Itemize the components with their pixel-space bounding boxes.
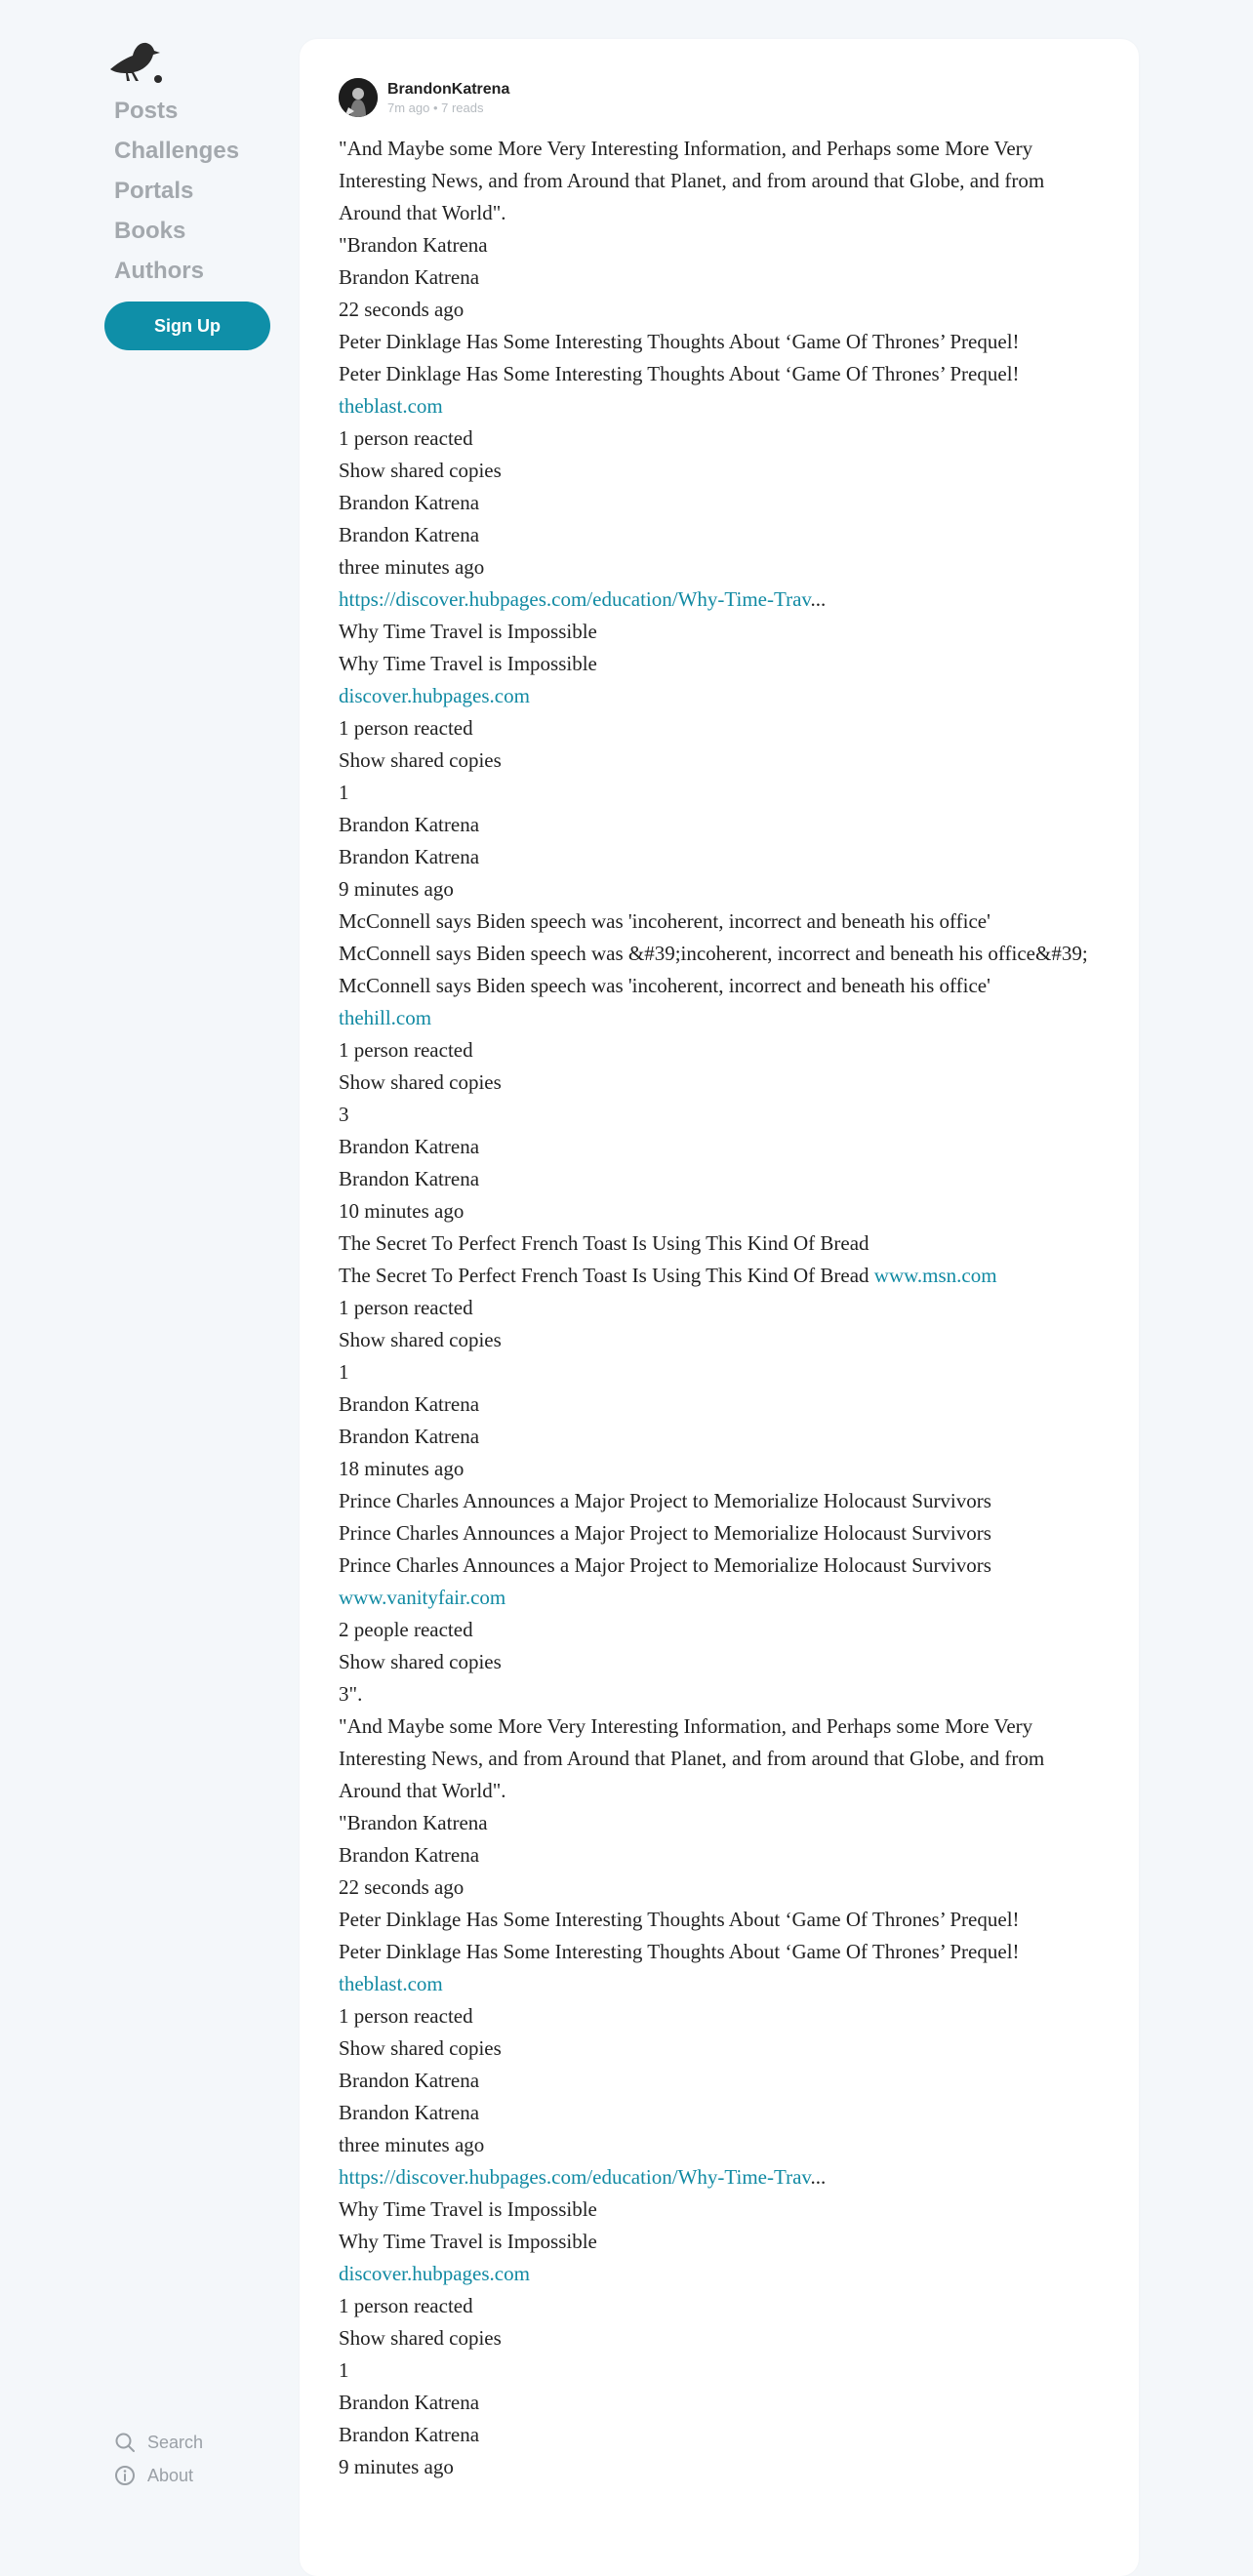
post-line-text: Show shared copies: [339, 748, 502, 772]
post-line: [339, 777, 1100, 809]
post-link[interactable]: theblast.com: [339, 1972, 443, 1995]
post-line-text: McConnell says Biden speech was &#39;incoherent, incorrect and beneath his office&#39;: [339, 942, 1088, 965]
post-line-text: Brandon Katrena: [339, 2423, 480, 2446]
nav-authors[interactable]: Authors: [114, 258, 204, 284]
post-line: [339, 648, 1100, 680]
post-line: [339, 1002, 1100, 1034]
post-line-text: Prince Charles Announces a Major Project to Memorialize Holocaust Survivors: [339, 1489, 991, 1512]
post-line: [339, 616, 1100, 648]
post-line: [339, 1099, 1100, 1131]
post-line: [339, 745, 1100, 777]
post-line: [339, 2097, 1100, 2129]
post-line-text: Brandon Katrena: [339, 845, 480, 868]
post-line: [339, 294, 1100, 326]
post-line-text: Show shared copies: [339, 2326, 502, 2350]
post-line: [339, 1711, 1100, 1807]
post-body: [339, 133, 1100, 2483]
search-link[interactable]: [114, 2426, 203, 2459]
post-line: [339, 1582, 1100, 1614]
post-line: [339, 519, 1100, 551]
post-line: [339, 1421, 1100, 1453]
post-line: [339, 2419, 1100, 2451]
sign-up-button[interactable]: Sign Up: [104, 302, 270, 350]
post-line: [339, 2258, 1100, 2290]
post-line-text: Prince Charles Announces a Major Project to Memorialize Holocaust Survivors: [339, 1521, 991, 1545]
post-line-text: 1: [339, 781, 349, 804]
post-line-text: Show shared copies: [339, 459, 502, 482]
post-link[interactable]: www.vanityfair.com: [339, 1586, 506, 1609]
post-line-text: 1 person reacted: [339, 426, 473, 450]
sidebar-bottom-links: [114, 2426, 203, 2492]
post-line: [339, 2355, 1100, 2387]
post-line-ellipsis: ...: [810, 2165, 827, 2189]
post-line-text: 1 person reacted: [339, 2004, 473, 2028]
post-line-text: 1 person reacted: [339, 1296, 473, 1319]
post-line: [339, 262, 1100, 294]
post-line: [339, 487, 1100, 519]
post-line-text: 2 people reacted: [339, 1618, 473, 1641]
post-line-text: Peter Dinklage Has Some Interesting Thoughts About ‘Game Of Thrones’ Prequel!: [339, 1940, 1020, 1963]
post-line: [339, 1067, 1100, 1099]
post-line: [339, 1485, 1100, 1517]
post-line: [339, 455, 1100, 487]
post-link[interactable]: https://discover.hubpages.com/education/Why-Time-Trav: [339, 587, 811, 611]
post-line: [339, 1292, 1100, 1324]
post-line-text: Prince Charles Announces a Major Project to Memorialize Holocaust Survivors: [339, 1553, 991, 1577]
post-line: [339, 133, 1100, 229]
search-label: Search: [147, 2432, 204, 2452]
nav-posts[interactable]: Posts: [114, 98, 179, 124]
post-line: [339, 1807, 1100, 1839]
post-line-text: Brandon Katrena: [339, 1392, 480, 1416]
author-name[interactable]: BrandonKatrena: [387, 80, 510, 98]
post-line: [339, 680, 1100, 712]
post-line: [339, 1228, 1100, 1260]
post-line-text: 18 minutes ago: [339, 1457, 465, 1480]
post-line-text: 1 person reacted: [339, 1038, 473, 1062]
post-line: [339, 423, 1100, 455]
post-line: [339, 1453, 1100, 1485]
post-line: [339, 1614, 1100, 1646]
post-line: [339, 390, 1100, 423]
post-line-text: McConnell says Biden speech was 'incoherent, incorrect and beneath his office': [339, 974, 990, 997]
post-line-text: 3".: [339, 1682, 363, 1706]
post-line-text: three minutes ago: [339, 2133, 485, 2156]
post-line-text: The Secret To Perfect French Toast Is Using This Kind Of Bread: [339, 1231, 869, 1255]
post-line: [339, 2387, 1100, 2419]
post-line-text: 9 minutes ago: [339, 2455, 454, 2478]
about-link[interactable]: [114, 2459, 203, 2492]
post-line-text: Brandon Katrena: [339, 1843, 480, 1867]
sidebar: [0, 0, 293, 2506]
about-label: About: [147, 2465, 194, 2485]
post-line-text: Brandon Katrena: [339, 1425, 480, 1448]
info-icon: [114, 2465, 136, 2486]
post-line: [339, 1389, 1100, 1421]
post-link[interactable]: discover.hubpages.com: [339, 684, 530, 707]
avatar[interactable]: [339, 78, 378, 117]
post-line: [339, 2065, 1100, 2097]
post-line-text: 9 minutes ago: [339, 877, 454, 901]
post-line: [339, 1517, 1100, 1550]
post-line-text: Brandon Katrena: [339, 2391, 480, 2414]
avatar-image: [339, 78, 378, 117]
post-line-text: 1 person reacted: [339, 716, 473, 740]
post-line-text: Show shared copies: [339, 2036, 502, 2060]
post-line-text: Show shared copies: [339, 1328, 502, 1351]
post-author-row: [339, 76, 509, 119]
post-line-text: 22 seconds ago: [339, 298, 465, 321]
post-line: [339, 809, 1100, 841]
post-line: [339, 2000, 1100, 2033]
post-line-text: Brandon Katrena: [339, 1135, 480, 1158]
post-line-text: The Secret To Perfect French Toast Is Using This Kind Of Bread: [339, 1264, 874, 1287]
post-line: [339, 2451, 1100, 2483]
post-line-text: "And Maybe some More Very Interesting Information, and Perhaps some More Very Interesting News, and from Around that Planet, and from around that Globe, and from Around that World".: [339, 137, 1045, 224]
post-line: [339, 326, 1100, 358]
post-line: [339, 841, 1100, 873]
post-line-text: Why Time Travel is Impossible: [339, 2230, 597, 2253]
post-line-text: 3: [339, 1103, 349, 1126]
post-line-text: Peter Dinklage Has Some Interesting Thoughts About ‘Game Of Thrones’ Prequel!: [339, 1908, 1020, 1931]
post-line: [339, 938, 1100, 970]
post-line: [339, 1260, 1100, 1292]
post-line: [339, 2322, 1100, 2355]
post-line-text: Brandon Katrena: [339, 2101, 480, 2124]
post-card: [300, 39, 1139, 2576]
post-line: [339, 1550, 1100, 1582]
post-line-text: Show shared copies: [339, 1650, 502, 1673]
post-line: [339, 229, 1100, 262]
post-line-text: 22 seconds ago: [339, 1875, 465, 1899]
post-line-text: Brandon Katrena: [339, 813, 480, 836]
post-line: [339, 1131, 1100, 1163]
post-line: [339, 970, 1100, 1002]
post-line: [339, 1324, 1100, 1356]
search-icon: [114, 2432, 136, 2453]
post-line-text: Brandon Katrena: [339, 2069, 480, 2092]
post-line: [339, 1936, 1100, 1968]
post-line-text: Brandon Katrena: [339, 491, 480, 514]
post-line: [339, 873, 1100, 906]
post-line-text: McConnell says Biden speech was 'incoherent, incorrect and beneath his office': [339, 909, 990, 933]
crow-logo-icon[interactable]: [107, 39, 162, 86]
post-line: [339, 1195, 1100, 1228]
post-line: [339, 906, 1100, 938]
nav-books[interactable]: Books: [114, 218, 186, 244]
post-line-text: Peter Dinklage Has Some Interesting Thoughts About ‘Game Of Thrones’ Prequel!: [339, 330, 1020, 353]
post-line: [339, 1646, 1100, 1678]
post-line: [339, 1034, 1100, 1067]
post-link[interactable]: discover.hubpages.com: [339, 2262, 530, 2285]
nav-portals[interactable]: Portals: [114, 178, 194, 204]
post-line-text: Why Time Travel is Impossible: [339, 2197, 597, 2221]
post-link[interactable]: thehill.com: [339, 1006, 432, 1029]
post-line: [339, 584, 1100, 616]
post-line-text: "Brandon Katrena: [339, 1811, 488, 1834]
post-line: [339, 358, 1100, 390]
post-line: [339, 1968, 1100, 2000]
post-line: [339, 2194, 1100, 2226]
post-line-text: Why Time Travel is Impossible: [339, 652, 597, 675]
post-line: [339, 2033, 1100, 2065]
post-line: [339, 1356, 1100, 1389]
post-stats: 7m ago • 7 reads: [387, 100, 484, 115]
post-line: [339, 712, 1100, 745]
post-line-text: Brandon Katrena: [339, 523, 480, 546]
post-line: [339, 1678, 1100, 1711]
post-link[interactable]: www.msn.com: [873, 1264, 997, 1287]
post-line-text: 1: [339, 1360, 349, 1384]
post-line-text: "Brandon Katrena: [339, 233, 488, 257]
post-line-text: Brandon Katrena: [339, 265, 480, 289]
post-line-text: 1 person reacted: [339, 2294, 473, 2317]
post-line: [339, 2226, 1100, 2258]
post-line-ellipsis: ...: [810, 587, 827, 611]
post-line: [339, 2129, 1100, 2161]
post-link[interactable]: theblast.com: [339, 394, 443, 418]
post-line: [339, 1163, 1100, 1195]
post-line-text: Show shared copies: [339, 1070, 502, 1094]
post-meta: [387, 80, 509, 116]
post-line-text: Brandon Katrena: [339, 1167, 480, 1190]
nav-challenges[interactable]: Challenges: [114, 138, 240, 164]
post-line: [339, 551, 1100, 584]
main-nav: [114, 91, 239, 291]
post-line-text: 10 minutes ago: [339, 1199, 465, 1223]
post-line-text: three minutes ago: [339, 555, 485, 579]
post-line-text: "And Maybe some More Very Interesting Information, and Perhaps some More Very Interesting News, and from Around that Planet, and from around that Globe, and from Around that World".: [339, 1714, 1045, 1802]
post-line-text: 1: [339, 2358, 349, 2382]
post-link[interactable]: https://discover.hubpages.com/education/Why-Time-Trav: [339, 2165, 811, 2189]
post-line: [339, 1904, 1100, 1936]
post-line: [339, 1872, 1100, 1904]
post-line: [339, 2161, 1100, 2194]
post-line-text: Why Time Travel is Impossible: [339, 620, 597, 643]
post-line: [339, 1839, 1100, 1872]
post-line: [339, 2290, 1100, 2322]
post-line-text: Peter Dinklage Has Some Interesting Thoughts About ‘Game Of Thrones’ Prequel!: [339, 362, 1020, 385]
